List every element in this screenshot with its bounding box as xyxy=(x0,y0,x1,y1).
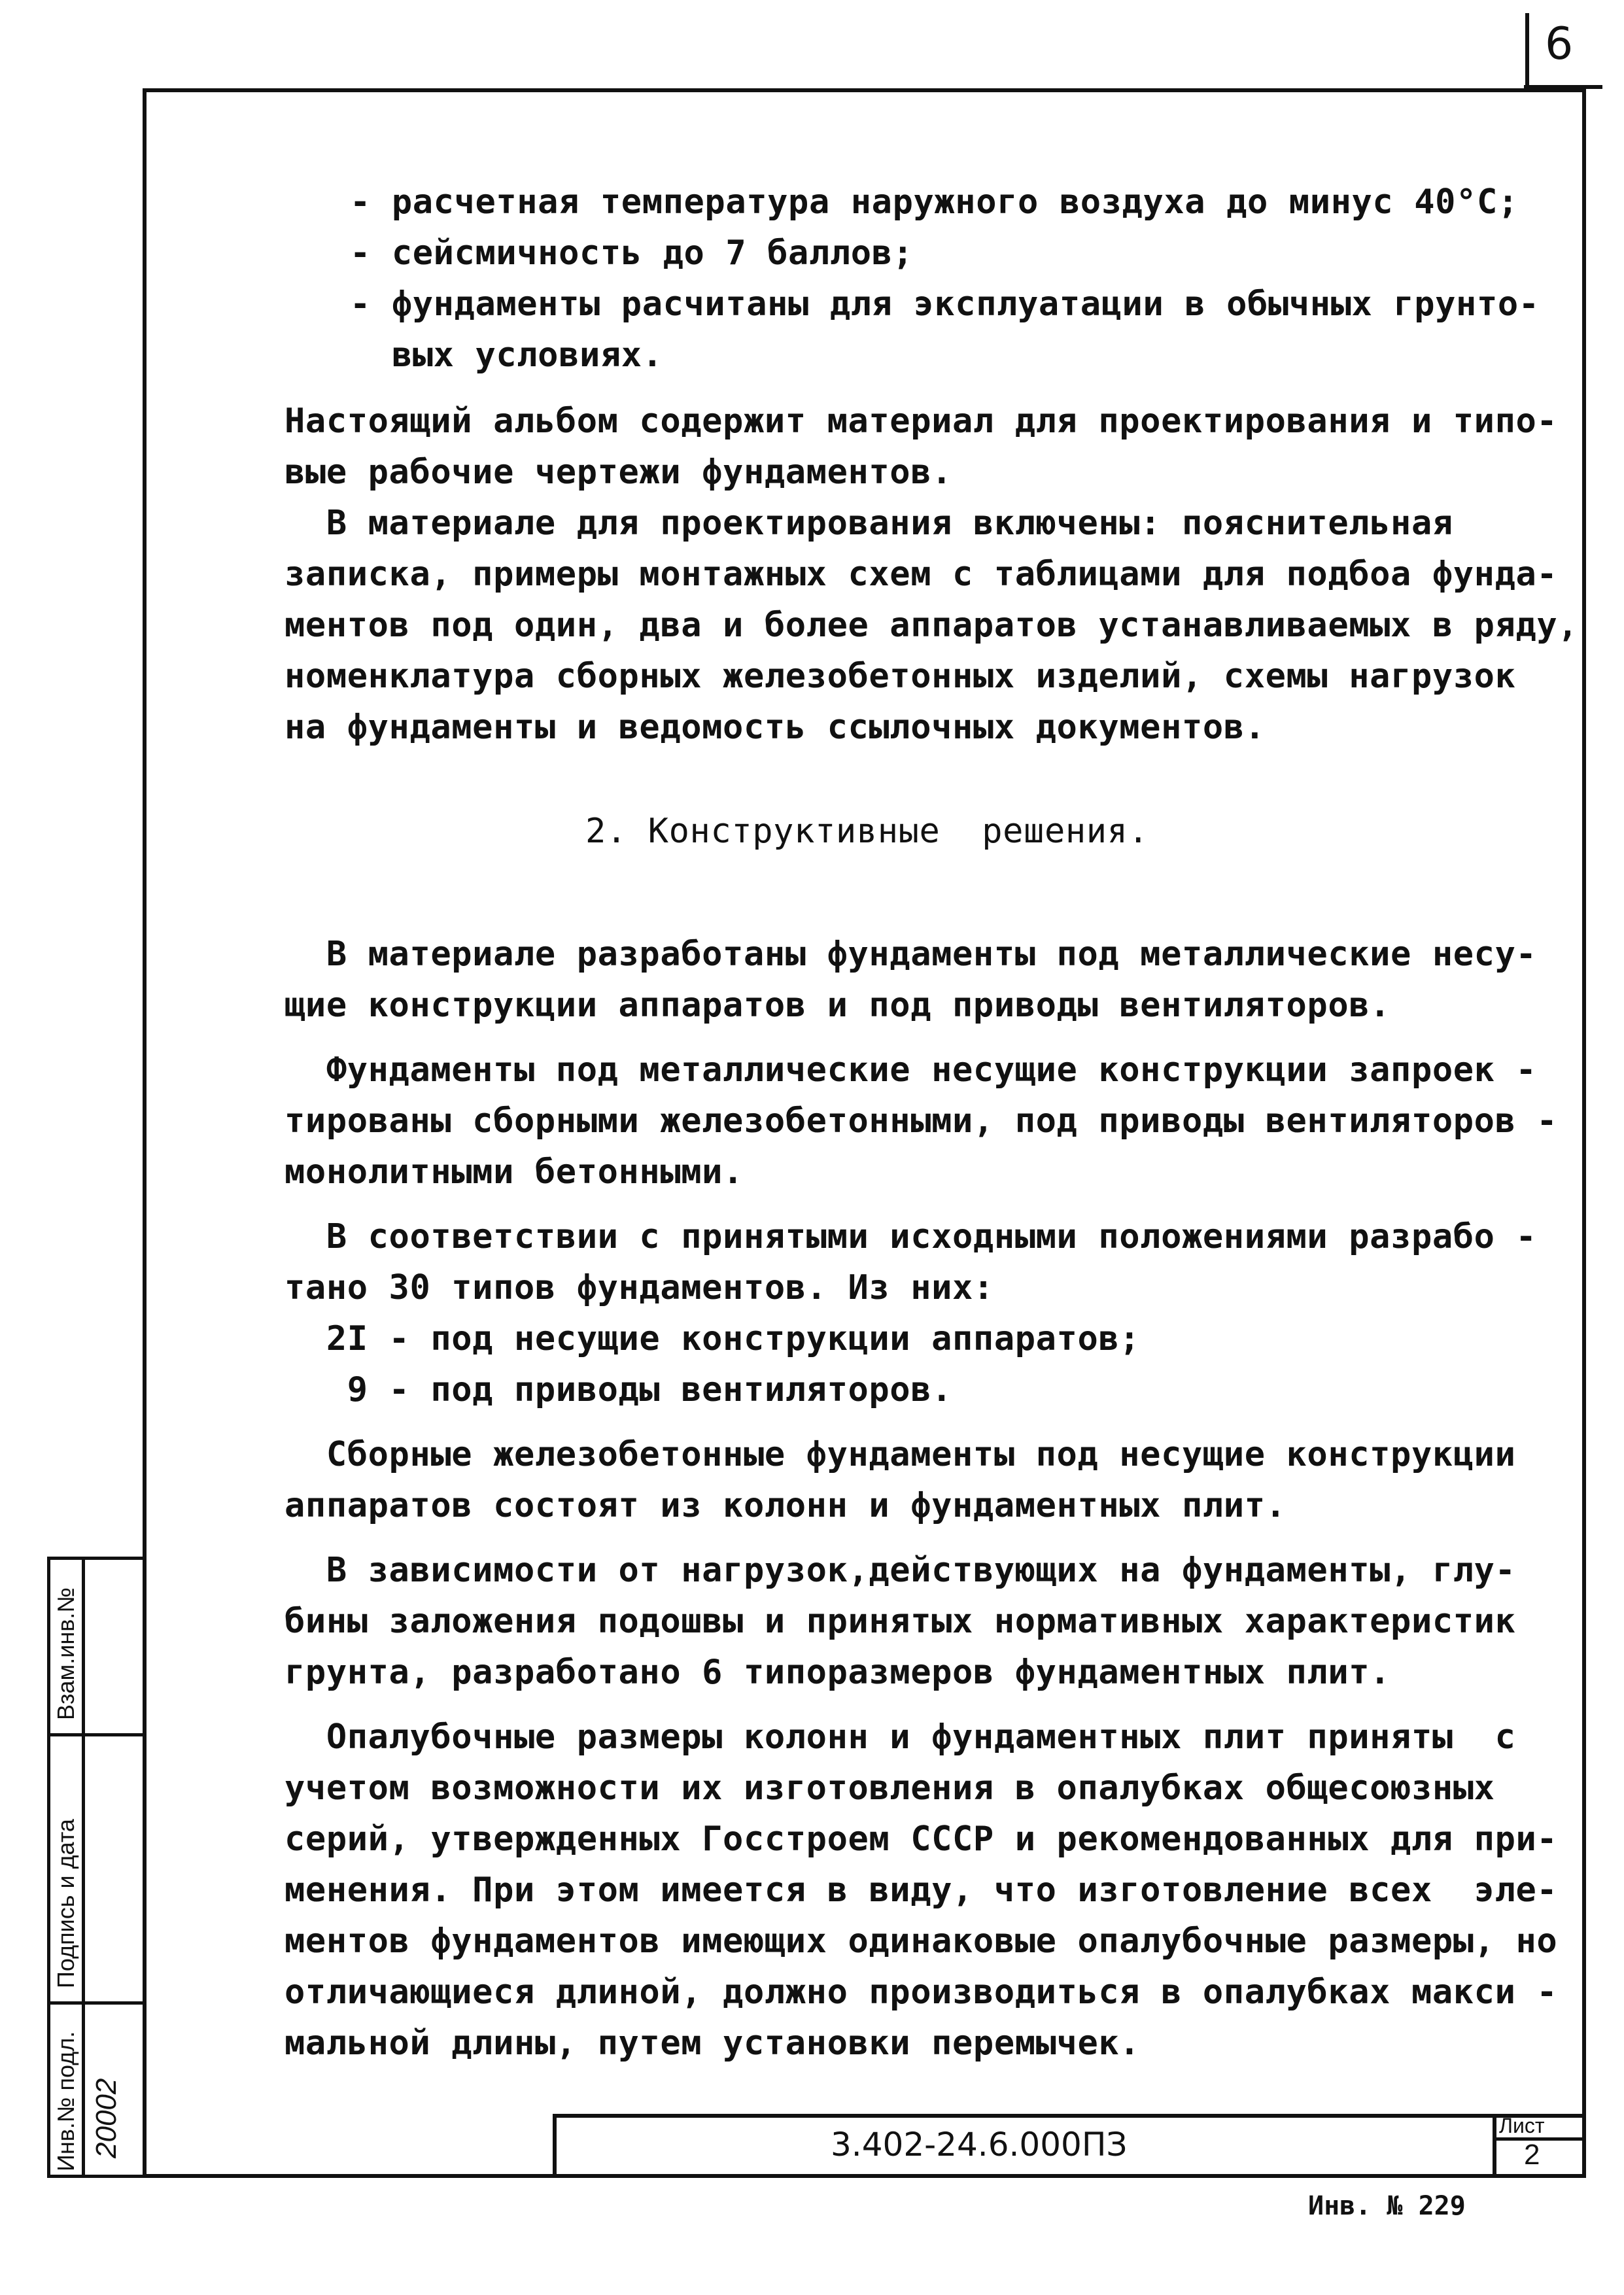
strip-row-divider xyxy=(47,2001,143,2005)
bullet-seismic: - сейсмичность до 7 баллов; xyxy=(350,233,914,273)
strip-value-inv-podl: 20002 xyxy=(90,2078,122,2158)
paragraph-line: менения. При этом имеется в виду, что изготовление всех эле- xyxy=(285,1871,1558,1910)
paragraph-line: серий, утвержденных Госстроем СССР и рекомендованных для при- xyxy=(285,1820,1558,1859)
intro-line: В материале для проектирования включены: пояснительная xyxy=(285,504,1453,543)
paragraph-line: В материале разработаны фундаменты под металлические несу- xyxy=(285,935,1537,974)
paragraph-line: щие конструкции аппаратов и под приводы вентиляторов. xyxy=(285,986,1391,1025)
paragraph-line: 9 - под приводы вентиляторов. xyxy=(285,1370,953,1409)
intro-line: записка, примеры монтажных схем с таблицами для подбоа фунда- xyxy=(285,555,1558,594)
intro-line: Настоящий альбом содержит материал для проектирования и типо- xyxy=(285,402,1558,441)
intro-line: номенклатура сборных железобетонных изделий, схемы нагрузок xyxy=(285,657,1516,696)
sheet-number: 2 xyxy=(1524,2139,1540,2171)
paragraph-line: тано 30 типов фундаментов. Из них: xyxy=(285,1268,994,1307)
section-title: 2. Конструктивные решения. xyxy=(585,812,1149,851)
page-number: 6 xyxy=(1545,18,1574,70)
bullet-temperature: - расчетная температура наружного воздуха до минус 40°С; xyxy=(350,182,1519,222)
paragraph-line: Опалубочные размеры колонн и фундаментных плит приняты с xyxy=(285,1717,1516,1757)
corner-divider xyxy=(1525,13,1529,92)
intro-line: на фундаменты и ведомость ссылочных документов. xyxy=(285,708,1266,747)
paragraph-line: грунта, разработано 6 типоразмеров фундаментных плит. xyxy=(285,1653,1391,1692)
paragraph-line: Сборные железобетонные фундаменты под несущие конструкции xyxy=(285,1435,1516,1474)
paragraph-line: монолитными бетонными. xyxy=(285,1152,744,1192)
paragraph-line: учетом возможности их изготовления в опалубках общесоюзных xyxy=(285,1769,1495,1808)
paragraph-line: В соответствии с принятыми исходными положениями разрабо - xyxy=(285,1217,1537,1256)
strip-column-divider xyxy=(82,1557,85,2178)
paragraph-line: Фундаменты под металлические несущие конструкции запроек - xyxy=(285,1050,1537,1090)
paragraph-line: 2I - под несущие конструкции аппаратов; xyxy=(285,1319,1141,1358)
intro-line: ментов под один, два и более аппаратов устанавливаемых в ряду, xyxy=(285,606,1579,645)
paragraph-line: мальной длины, путем установки перемычек. xyxy=(285,2024,1141,2063)
intro-line: вые рабочие чертежи фундаментов. xyxy=(285,453,953,492)
sheet-label: Лист xyxy=(1499,2114,1545,2137)
paragraph-line: ментов фундаментов имеющих одинаковые опалубочные размеры, но xyxy=(285,1922,1558,1961)
bullet-foundations: - фундаменты расчитаны для эксплуатации в обычных грунто- xyxy=(350,285,1540,324)
paragraph-line: тированы сборными железобетонными, под приводы вентиляторов - xyxy=(285,1101,1558,1141)
paragraph-line: аппаратов состоят из колонн и фундаментных плит. xyxy=(285,1486,1287,1525)
strip-label-vzam: Взам.инв.№ xyxy=(52,1587,79,1720)
footer-inventory: Инв. № 229 xyxy=(1308,2191,1466,2221)
paragraph-line: бины заложения подошвы и принятых нормативных характеристик xyxy=(285,1602,1516,1641)
strip-label-inv-podl: Инв.№ подл. xyxy=(52,2031,79,2171)
strip-label-signature: Подпись и дата xyxy=(52,1819,79,1988)
paragraph-line: В зависимости от нагрузок,действующих на фундаменты, глу- xyxy=(285,1551,1516,1590)
document-code: 3.402-24.6.000ПЗ xyxy=(831,2126,1128,2164)
paragraph-line: отличающиеся длиной, должно производиться в опалубках макси - xyxy=(285,1973,1558,2012)
strip-row-divider xyxy=(47,1733,143,1736)
bullet-foundations-cont: вых условиях. xyxy=(350,336,663,375)
